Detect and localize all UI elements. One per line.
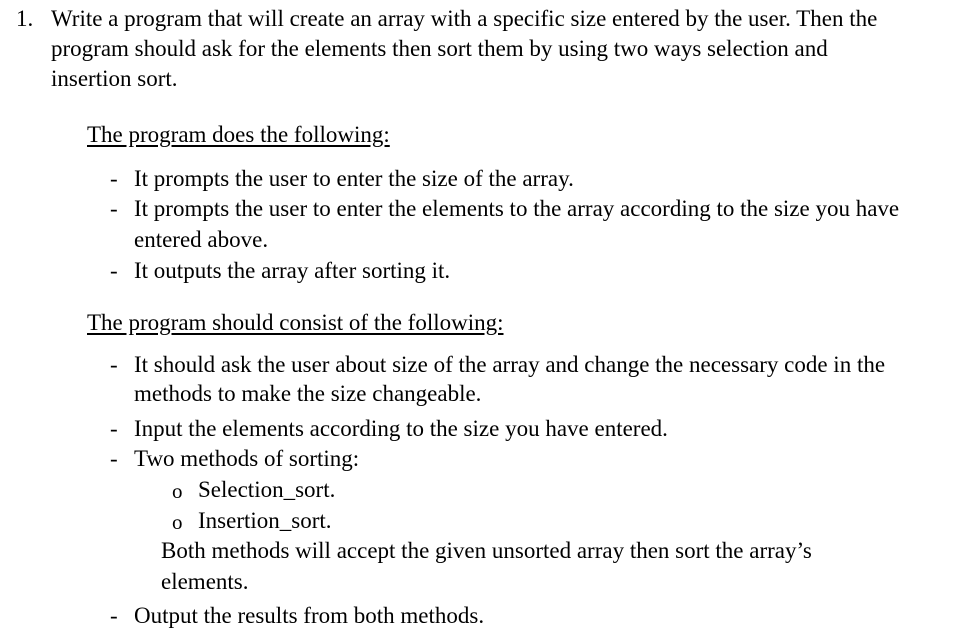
bullet-marker: -	[110, 446, 118, 471]
question-line-3: insertion sort.	[51, 66, 178, 91]
section2-bullet-3: Two methods of sorting:	[134, 446, 360, 471]
section1-bullet-3: It outputs the array after sorting it.	[134, 258, 451, 283]
section2-bullet-1-line-1: It should ask the user about size of the array and change the necessary code in the	[134, 352, 886, 377]
bullet-marker: -	[110, 352, 118, 377]
bullet-marker: -	[110, 416, 118, 441]
section2-heading: The program should consist of the following:	[87, 310, 504, 335]
section2-bullet-1-line-2: methods to make the size changeable.	[134, 381, 482, 406]
section1-bullet-1: It prompts the user to enter the size of the array.	[134, 166, 574, 191]
question-line-2: program should ask for the elements then sort them by using two ways selection and	[51, 36, 828, 61]
section1-bullet-2-line-1: It prompts the user to enter the elements to the array according to the size you have	[134, 196, 900, 221]
bullet-marker: -	[110, 603, 118, 628]
bullet-marker: -	[110, 258, 118, 283]
question-number: 1.	[16, 6, 34, 31]
section2-final-bullet: Output the results from both methods.	[134, 603, 485, 628]
note-line-2: elements.	[161, 569, 249, 594]
section1-bullet-2-line-2: entered above.	[134, 227, 269, 252]
question-line-1: Write a program that will create an array with a specific size entered by the user. Then the	[51, 6, 878, 31]
section1-heading: The program does the following:	[87, 122, 390, 147]
sub-item-selection-sort: Selection_sort.	[198, 477, 336, 502]
section2-bullet-2: Input the elements according to the size you have entered.	[134, 416, 668, 441]
bullet-marker: -	[110, 166, 118, 191]
note-line-1: Both methods will accept the given unsorted array then sort the array’s	[161, 538, 812, 563]
sub-item-insertion-sort: Insertion_sort.	[198, 508, 332, 533]
sub-bullet-marker: o	[172, 479, 183, 503]
sub-bullet-marker: o	[172, 510, 183, 534]
bullet-marker: -	[110, 196, 118, 221]
